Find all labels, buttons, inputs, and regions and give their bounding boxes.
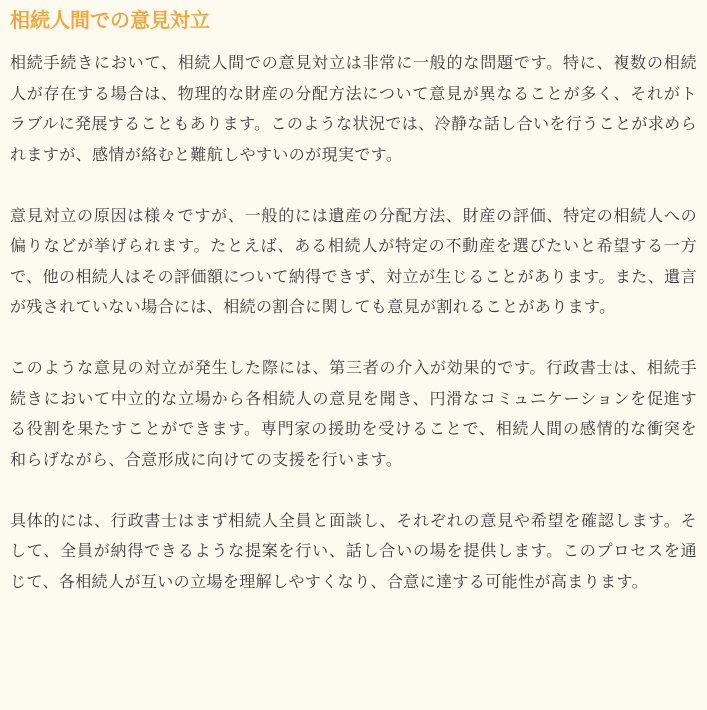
paragraph-3: このような意見の対立が発生した際には、第三者の介入が効果的です。行政書士は、相続手続きにおいて中立的な立場から各相続人の意見を聞き、円滑なコミュニケーションを促進する役割を果たすことができます。専門家の援助を受けることで、相続人間の感情的な衝突を和らげながら、合意形成に向けての支援を行います。 (10, 358, 697, 469)
section-heading: 相続人間での意見対立 (10, 8, 210, 32)
paragraph-1: 相続手続きにおいて、相続人間での意見対立は非常に一般的な問題です。特に、複数の相続人が存在する場合は、物理的な財産の分配方法について意見が異なることが多く、それがトラブルに発展することもあります。このような状況では、冷静な話し合いを行うことが求められますが、感情が絡むと難航しやすいのが現実です。 (10, 53, 697, 164)
paragraph-4: 具体的には、行政書士はまず相続人全員と面談し、それぞれの意見や希望を確認します。そして、全員が納得できるような提案を行い、話し合いの場を提供します。このプロセスを通じて、各相続人が互いの立場を理解しやすくなり、合意に達する可能性が高まります。 (10, 510, 697, 591)
paragraph-2: 意見対立の原因は様々ですが、一般的には遺産の分配方法、財産の評価、特定の相続人への偏りなどが挙げられます。たとえば、ある相続人が特定の不動産を選びたいと希望する一方で、他の相続人はその評価額について納得できず、対立が生じることがあります。また、遺言が残されていない場合には、相続の割合に関しても意見が割れることがあります。 (10, 205, 697, 316)
